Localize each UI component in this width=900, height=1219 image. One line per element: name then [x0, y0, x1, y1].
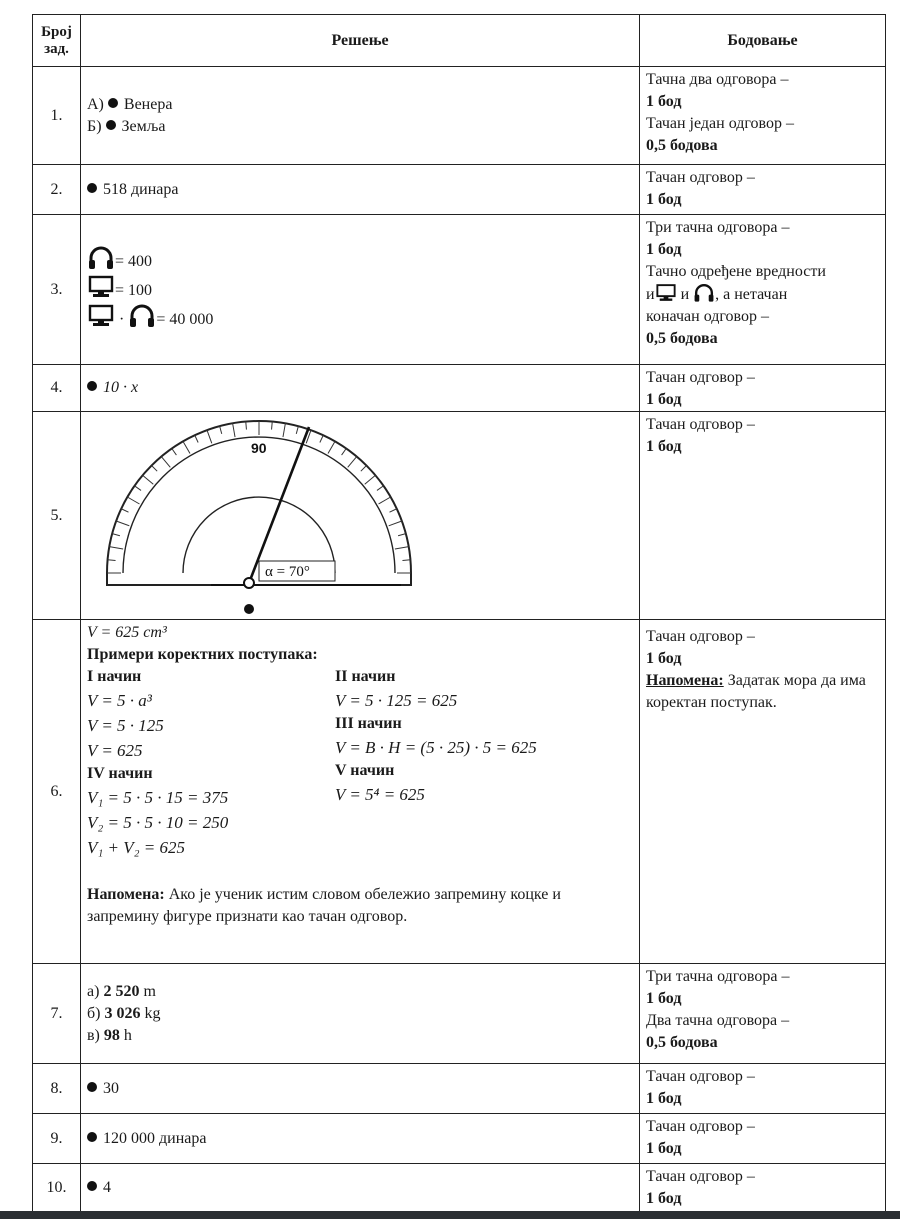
- protractor-tick: [296, 426, 298, 434]
- answer-text: 120 000 динара: [103, 1129, 207, 1147]
- scoring-text: Тачан одговор –: [646, 1068, 755, 1085]
- protractor-tick: [172, 448, 177, 455]
- protractor-tick: [379, 497, 391, 504]
- scoring-cell: [640, 67, 886, 165]
- protractor-tick: [395, 547, 409, 549]
- scoring-text: Два тачна одговора –: [646, 1012, 790, 1029]
- answer-value: 98: [103, 1026, 120, 1044]
- answer-unit: h: [123, 1026, 132, 1044]
- answer-text: Венера: [123, 95, 173, 113]
- protractor-tick: [246, 422, 247, 430]
- headphones-icon: [693, 283, 715, 303]
- protractor-tick: [402, 560, 410, 561]
- answer-value: 3 026: [104, 1004, 141, 1022]
- angle-label: α = 70°: [265, 564, 310, 580]
- value-text: = 40 000: [156, 311, 214, 328]
- solutions-table: [32, 14, 886, 1212]
- method-title: I начин: [87, 668, 142, 685]
- method-title: III начин: [335, 715, 402, 732]
- solution-cell: [81, 1114, 640, 1164]
- table-row: [33, 365, 886, 412]
- protractor-tick: [143, 475, 154, 484]
- protractor-tick: [134, 486, 141, 491]
- bullet-icon: [87, 381, 97, 391]
- answer-text: 4: [103, 1178, 111, 1196]
- protractor-tick: [365, 475, 376, 484]
- solution-cell: [81, 1164, 640, 1212]
- scoring-cell: [640, 964, 886, 1064]
- answer-text: 30: [103, 1079, 119, 1097]
- solution-cell: [81, 620, 640, 964]
- note-label: Напомена:: [646, 672, 724, 689]
- task-number: 5.: [33, 412, 81, 620]
- table-row: [33, 67, 886, 165]
- header-task-number: Број зад.: [33, 15, 81, 67]
- protractor-tick: [207, 430, 212, 443]
- task-number: 4.: [33, 365, 81, 412]
- scoring-text: и: [646, 286, 655, 303]
- table-row: [33, 964, 886, 1064]
- bullet-icon: [108, 98, 118, 108]
- protractor-diagram: [101, 413, 431, 618]
- task-number: 9.: [33, 1114, 81, 1164]
- protractor-tick: [161, 457, 170, 468]
- method-line: V = B · H = (5 · 25) · 5 = 625: [335, 738, 537, 757]
- method-title: V начин: [335, 762, 395, 779]
- scoring-cell: [640, 365, 886, 412]
- scoring-text: Три тачна одговора –: [646, 968, 790, 985]
- computer-icon: [655, 283, 677, 303]
- scoring-text: Тачно одређене вредности: [646, 263, 826, 280]
- answer-text: 10 · x: [103, 379, 139, 396]
- solution-cell: [81, 412, 640, 620]
- scoring-cell: [640, 215, 886, 365]
- method-line: V₁ + V₂ = 625: [87, 838, 186, 857]
- protractor-tick: [320, 435, 323, 442]
- solution-cell: [81, 365, 640, 412]
- protractor-tick: [377, 486, 384, 491]
- bullet-icon: [87, 1132, 97, 1142]
- protractor-tick: [361, 466, 367, 472]
- option-label: Б): [87, 117, 102, 135]
- scoring-cell: [640, 165, 886, 215]
- note-text: Задатак мора да има коректан поступак.: [646, 672, 866, 711]
- bullet-icon: [87, 1082, 97, 1092]
- headphones-icon: [128, 304, 156, 328]
- table-row: [33, 412, 886, 620]
- solution-cell: [81, 215, 640, 365]
- scoring-text: Тачан одговор –: [646, 416, 755, 433]
- bullet-icon: [244, 604, 254, 614]
- scoring-cell: [640, 412, 886, 620]
- solution-cell: [81, 67, 640, 165]
- scoring-cell: [640, 1164, 886, 1212]
- protractor-tick: [283, 423, 285, 437]
- option-label: в): [87, 1026, 100, 1044]
- note-text: Ако је ученик истим словом обележио запремину коцке и запремину фигуре признати као тачан одговор.: [87, 886, 561, 925]
- protractor-tick: [348, 457, 357, 468]
- header-solution: Решење: [81, 15, 640, 67]
- protractor-tick: [389, 521, 402, 526]
- answer-text: 518 динара: [103, 180, 179, 198]
- method-line: V = 5⁴ = 625: [335, 785, 425, 804]
- solution-cell: [81, 165, 640, 215]
- scoring-cell: [640, 1114, 886, 1164]
- value-text: = 400: [115, 253, 153, 270]
- option-label: а): [87, 982, 100, 1000]
- scoring-text: коначан одговор –: [646, 308, 769, 325]
- task-number: 1.: [33, 67, 81, 165]
- scoring-text: , а нетачан: [715, 286, 788, 303]
- row-note: [87, 884, 617, 928]
- answer-text: Земља: [121, 117, 166, 135]
- scoring-points: 1 бод: [646, 990, 682, 1007]
- protractor-tick: [390, 509, 397, 512]
- scoring-text: Тачна два одговора –: [646, 71, 789, 88]
- scoring-points: 1 бод: [646, 650, 682, 667]
- task-number: 8.: [33, 1064, 81, 1114]
- scoring-points: 1 бод: [646, 191, 682, 208]
- protractor-tick: [127, 497, 139, 504]
- computer-icon: [87, 304, 115, 328]
- scoring-cell: [640, 1064, 886, 1114]
- note-label: Напомена:: [87, 886, 165, 903]
- protractor-tick: [220, 426, 222, 434]
- scoring-points: 0,5 бодова: [646, 1034, 718, 1051]
- task-number: 6.: [33, 620, 81, 964]
- option-label: б): [87, 1004, 101, 1022]
- table-row: [33, 1064, 886, 1114]
- table-row: [33, 620, 886, 964]
- protractor-tick: [109, 547, 123, 549]
- protractor-tick: [108, 560, 116, 561]
- solution-cell: [81, 964, 640, 1064]
- scoring-points: 1 бод: [646, 1090, 682, 1107]
- table-row: [33, 1114, 886, 1164]
- bullet-icon: [87, 1181, 97, 1191]
- protractor-label-90: 90: [251, 440, 267, 456]
- computer-icon: [87, 275, 115, 299]
- scoring-text: Тачан одговор –: [646, 369, 755, 386]
- solution-cell: [81, 1064, 640, 1114]
- scoring-points: 1 бод: [646, 391, 682, 408]
- table-row: [33, 1164, 886, 1212]
- scoring-points: 1 бод: [646, 1190, 682, 1207]
- scoring-text: Три тачна одговора –: [646, 219, 790, 236]
- table-row: [33, 215, 886, 365]
- answer-unit: kg: [144, 1004, 161, 1022]
- bottom-bar: [0, 1211, 900, 1219]
- protractor-tick: [112, 534, 120, 536]
- protractor-tick: [152, 466, 158, 472]
- volume-answer: V = 625 cm³: [87, 624, 167, 641]
- task-number: 3.: [33, 215, 81, 365]
- scoring-points: 1 бод: [646, 241, 682, 258]
- scoring-text: Тачан одговор –: [646, 1118, 755, 1135]
- scoring-text: Тачан одговор –: [646, 628, 755, 645]
- scoring-cell: [640, 620, 886, 964]
- protractor-tick: [116, 521, 129, 526]
- method-line: V = 5 · 125: [87, 716, 164, 735]
- method-line: V = 625: [87, 741, 143, 760]
- scoring-text: Тачан један одговор –: [646, 115, 794, 132]
- protractor-tick: [233, 423, 235, 437]
- method-line: V₂ = 5 · 5 · 10 = 250: [87, 813, 229, 832]
- examples-heading: Примери коректних поступака:: [87, 646, 318, 663]
- value-text: = 100: [115, 282, 153, 299]
- bullet-icon: [87, 183, 97, 193]
- scoring-points: 1 бод: [646, 438, 682, 455]
- protractor-tick: [342, 448, 347, 455]
- methods-grid: [87, 666, 633, 860]
- scoring-points: 1 бод: [646, 93, 682, 110]
- protractor-tick: [272, 422, 273, 430]
- operator-text: ·: [119, 311, 125, 328]
- task-number: 2.: [33, 165, 81, 215]
- scoring-text: Тачан одговор –: [646, 1168, 755, 1185]
- task-number: 10.: [33, 1164, 81, 1212]
- answer-unit: m: [143, 982, 156, 1000]
- protractor-tick: [183, 441, 190, 453]
- method-line: V = 5 · 125 = 625: [335, 691, 458, 710]
- task-number: 7.: [33, 964, 81, 1064]
- protractor-tick: [121, 509, 128, 512]
- method-line: V = 5 · a³: [87, 691, 152, 710]
- headphones-icon: [87, 246, 115, 270]
- scoring-text: Тачан одговор –: [646, 169, 755, 186]
- bullet-icon: [106, 120, 116, 130]
- method-line: V₁ = 5 · 5 · 15 = 375: [87, 788, 229, 807]
- scoring-text: и: [680, 286, 690, 303]
- answer-value: 2 520: [103, 982, 140, 1000]
- protractor-tick: [195, 435, 198, 442]
- scoring-points: 1 бод: [646, 1140, 682, 1157]
- table-row: [33, 165, 886, 215]
- table-header-row: [33, 15, 886, 67]
- header-scoring: Бодовање: [640, 15, 886, 67]
- protractor-tick: [398, 534, 406, 536]
- scoring-points: 0,5 бодова: [646, 330, 718, 347]
- scoring-points: 0,5 бодова: [646, 137, 718, 154]
- method-title: II начин: [335, 668, 396, 685]
- protractor-tick: [328, 441, 335, 453]
- method-title: IV начин: [87, 765, 153, 782]
- option-label: А): [87, 95, 104, 113]
